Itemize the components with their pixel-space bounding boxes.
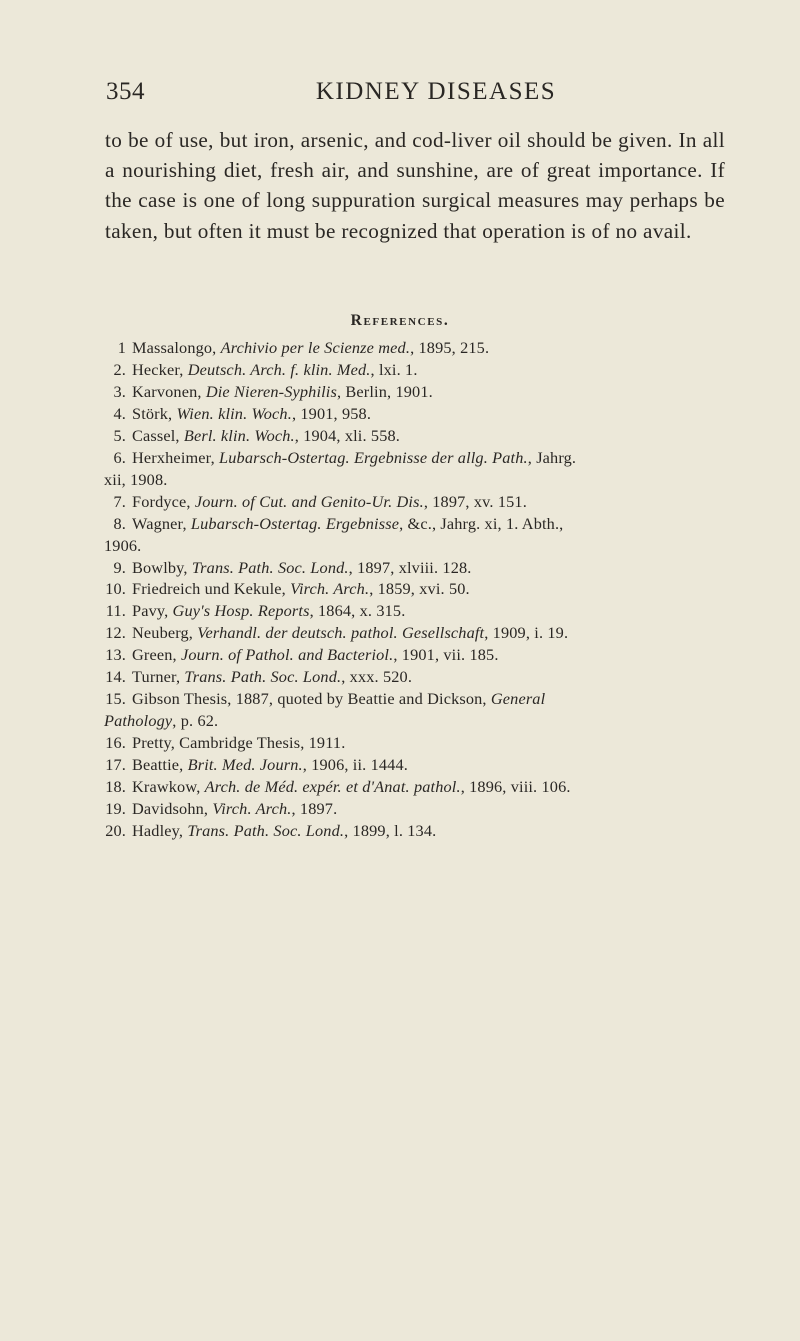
reference-line bbox=[104, 403, 728, 425]
reference-continuation bbox=[104, 535, 728, 557]
reference-item bbox=[104, 776, 728, 798]
reference-journal: Trans. Path. Soc. Lond. bbox=[184, 667, 342, 687]
reference-author: Turner, bbox=[132, 667, 185, 687]
reference-journal: Deutsch. Arch. f. klin. Med. bbox=[187, 359, 371, 379]
reference-line bbox=[104, 688, 728, 710]
reference-journal: Trans. Path. Soc. Lond. bbox=[187, 820, 345, 840]
reference-item bbox=[104, 403, 728, 425]
reference-author: Green, bbox=[132, 645, 181, 665]
reference-number: 13. bbox=[105, 645, 126, 665]
reference-journal: Archivio per le Scienze med. bbox=[220, 338, 411, 357]
reference-line bbox=[104, 557, 728, 579]
reference-details: , 1897, xv. 151. bbox=[423, 491, 527, 511]
reference-details: , 1904, xli. 558. bbox=[294, 425, 400, 445]
reference-number: 15. bbox=[105, 689, 126, 709]
body-paragraph: to be of use, but iron, arsenic, and cod-liver oil should be given. In all a nourishing diet, fresh air, and sunshine, are of great importance. If the case is one of long suppuration surgical measures may perhaps be taken, but often it must be recognized that operation is of no avail. bbox=[105, 128, 725, 243]
reference-number: 5. bbox=[113, 425, 126, 445]
reference-journal: Wien. klin. Woch. bbox=[176, 403, 292, 423]
reference-item bbox=[104, 425, 728, 447]
reference-item bbox=[104, 820, 728, 842]
reference-item bbox=[104, 578, 728, 600]
reference-line bbox=[104, 578, 728, 600]
reference-journal: Lubarsch-Ostertag. Ergebnisse bbox=[190, 513, 400, 533]
reference-author: Krawkow, bbox=[132, 777, 205, 797]
reference-author: Hecker, bbox=[132, 359, 188, 379]
reference-journal: Brit. Med. Journ. bbox=[187, 755, 303, 775]
reference-details: , lxi. 1. bbox=[370, 359, 418, 379]
reference-journal: Die Nieren-Syphilis bbox=[205, 381, 337, 401]
reference-journal: General bbox=[490, 689, 546, 709]
reference-line bbox=[104, 337, 728, 359]
reference-details: , 1909, i. 19. bbox=[484, 623, 569, 643]
reference-number: 3. bbox=[113, 381, 126, 401]
reference-line bbox=[104, 798, 728, 820]
reference-details: , 1899, l. 134. bbox=[344, 820, 437, 840]
reference-details: , 1864, x. 315. bbox=[309, 601, 406, 621]
references-title: References. bbox=[350, 312, 450, 329]
reference-details: , 1897, xlviii. 128. bbox=[348, 557, 472, 577]
reference-continuation-text: 1906. bbox=[104, 535, 142, 555]
reference-journal: Trans. Path. Soc. Lond. bbox=[191, 557, 349, 577]
reference-author: Davidsohn, bbox=[132, 799, 213, 819]
reference-number: 7. bbox=[113, 491, 126, 511]
page-header bbox=[106, 78, 726, 112]
reference-line bbox=[104, 447, 728, 469]
reference-number: 10. bbox=[105, 579, 126, 599]
reference-line bbox=[104, 732, 728, 754]
reference-line bbox=[104, 666, 728, 688]
reference-details: , Jahrg. bbox=[527, 447, 577, 467]
reference-item bbox=[104, 666, 728, 688]
reference-continuation bbox=[104, 469, 728, 491]
reference-journal: Journ. of Pathol. and Bacteriol. bbox=[180, 645, 394, 665]
reference-item bbox=[104, 557, 728, 579]
reference-details: , 1895, 215. bbox=[410, 338, 490, 357]
reference-continuation-title: Pathology bbox=[104, 711, 173, 731]
reference-line bbox=[104, 820, 728, 842]
running-head: KIDNEY DISEASES bbox=[315, 78, 557, 105]
reference-line bbox=[104, 600, 728, 622]
reference-item bbox=[104, 732, 728, 754]
reference-line bbox=[104, 513, 728, 535]
reference-author: Massalongo, bbox=[132, 338, 221, 357]
reference-continuation-text: xii, 1908. bbox=[104, 469, 168, 489]
reference-number: 11. bbox=[105, 601, 126, 621]
reference-details: , 1901, vii. 185. bbox=[393, 645, 499, 665]
reference-author: Störk, bbox=[132, 403, 177, 423]
reference-journal: Guy's Hosp. Reports bbox=[172, 601, 310, 621]
reference-line bbox=[104, 491, 728, 513]
reference-author: Beattie, bbox=[132, 755, 188, 775]
reference-number: 18. bbox=[105, 777, 126, 797]
reference-author: Karvonen, bbox=[132, 381, 206, 401]
reference-author: Gibson Thesis, 1887, quoted by Beattie and Dickson, bbox=[132, 689, 491, 709]
reference-number: 6. bbox=[113, 447, 126, 467]
reference-item bbox=[104, 359, 728, 381]
reference-journal: Journ. of Cut. and Genito-Ur. Dis. bbox=[194, 491, 424, 511]
reference-author: Herxheimer, bbox=[132, 447, 220, 467]
reference-journal: Arch. de Méd. expér. et d'Anat. pathol. bbox=[204, 777, 461, 797]
reference-number: 2. bbox=[113, 359, 126, 379]
reference-item bbox=[104, 622, 728, 644]
reference-line bbox=[104, 754, 728, 776]
reference-author: Bowlby, bbox=[132, 557, 192, 577]
reference-continuation-text: , p. 62. bbox=[172, 711, 219, 731]
reference-details: , 1896, viii. 106. bbox=[460, 777, 571, 797]
reference-number: 16. bbox=[105, 733, 126, 753]
reference-number: 4. bbox=[113, 403, 126, 423]
reference-author: Neuberg, bbox=[132, 623, 198, 643]
references-list bbox=[104, 337, 728, 842]
reference-number: 1 bbox=[117, 338, 126, 357]
reference-journal: Verhandl. der deutsch. pathol. Gesellschaft bbox=[197, 623, 485, 643]
reference-number: 17. bbox=[105, 755, 126, 775]
reference-journal: Virch. Arch. bbox=[212, 799, 292, 819]
reference-number: 12. bbox=[105, 623, 126, 643]
reference-line bbox=[104, 381, 728, 403]
reference-author: Hadley, bbox=[132, 820, 188, 840]
page-number: 354 bbox=[106, 78, 145, 105]
reference-line bbox=[104, 622, 728, 644]
reference-item bbox=[104, 381, 728, 403]
reference-author: Cassel, bbox=[132, 425, 184, 445]
reference-line bbox=[104, 644, 728, 666]
reference-number: 20. bbox=[105, 820, 126, 840]
reference-item bbox=[104, 337, 728, 359]
reference-item bbox=[104, 754, 728, 776]
reference-details: , Berlin, 1901. bbox=[336, 381, 433, 401]
reference-details: , 1859, xvi. 50. bbox=[369, 579, 470, 599]
reference-number: 19. bbox=[105, 799, 126, 819]
reference-item bbox=[104, 798, 728, 820]
reference-item bbox=[104, 644, 728, 666]
reference-item bbox=[104, 491, 728, 513]
reference-journal: Lubarsch-Ostertag. Ergebnisse der allg. Path. bbox=[219, 447, 528, 467]
reference-number: 14. bbox=[105, 667, 126, 687]
reference-item bbox=[104, 513, 728, 557]
reference-details: , &c., Jahrg. xi, 1. Abth., bbox=[399, 513, 564, 533]
reference-item bbox=[104, 688, 728, 732]
reference-continuation bbox=[104, 710, 728, 732]
reference-line bbox=[104, 776, 728, 798]
reference-author: Pretty, Cambridge Thesis, 1911. bbox=[132, 733, 346, 753]
reference-details: , 1901, 958. bbox=[291, 403, 372, 423]
reference-details: , 1897. bbox=[291, 799, 338, 819]
reference-details: , xxx. 520. bbox=[341, 667, 413, 687]
reference-line bbox=[104, 425, 728, 447]
reference-journal: Berl. klin. Woch. bbox=[183, 425, 295, 445]
reference-author: Friedreich und Kekule, bbox=[132, 579, 291, 599]
reference-item bbox=[104, 600, 728, 622]
reference-line bbox=[104, 359, 728, 381]
reference-number: 9. bbox=[113, 557, 126, 577]
reference-author: Wagner, bbox=[132, 513, 191, 533]
reference-number: 8. bbox=[113, 513, 126, 533]
reference-journal: Virch. Arch. bbox=[290, 579, 370, 599]
reference-author: Pavy, bbox=[132, 601, 173, 621]
reference-author: Fordyce, bbox=[132, 491, 195, 511]
reference-details: , 1906, ii. 1444. bbox=[302, 755, 408, 775]
reference-item bbox=[104, 447, 728, 491]
